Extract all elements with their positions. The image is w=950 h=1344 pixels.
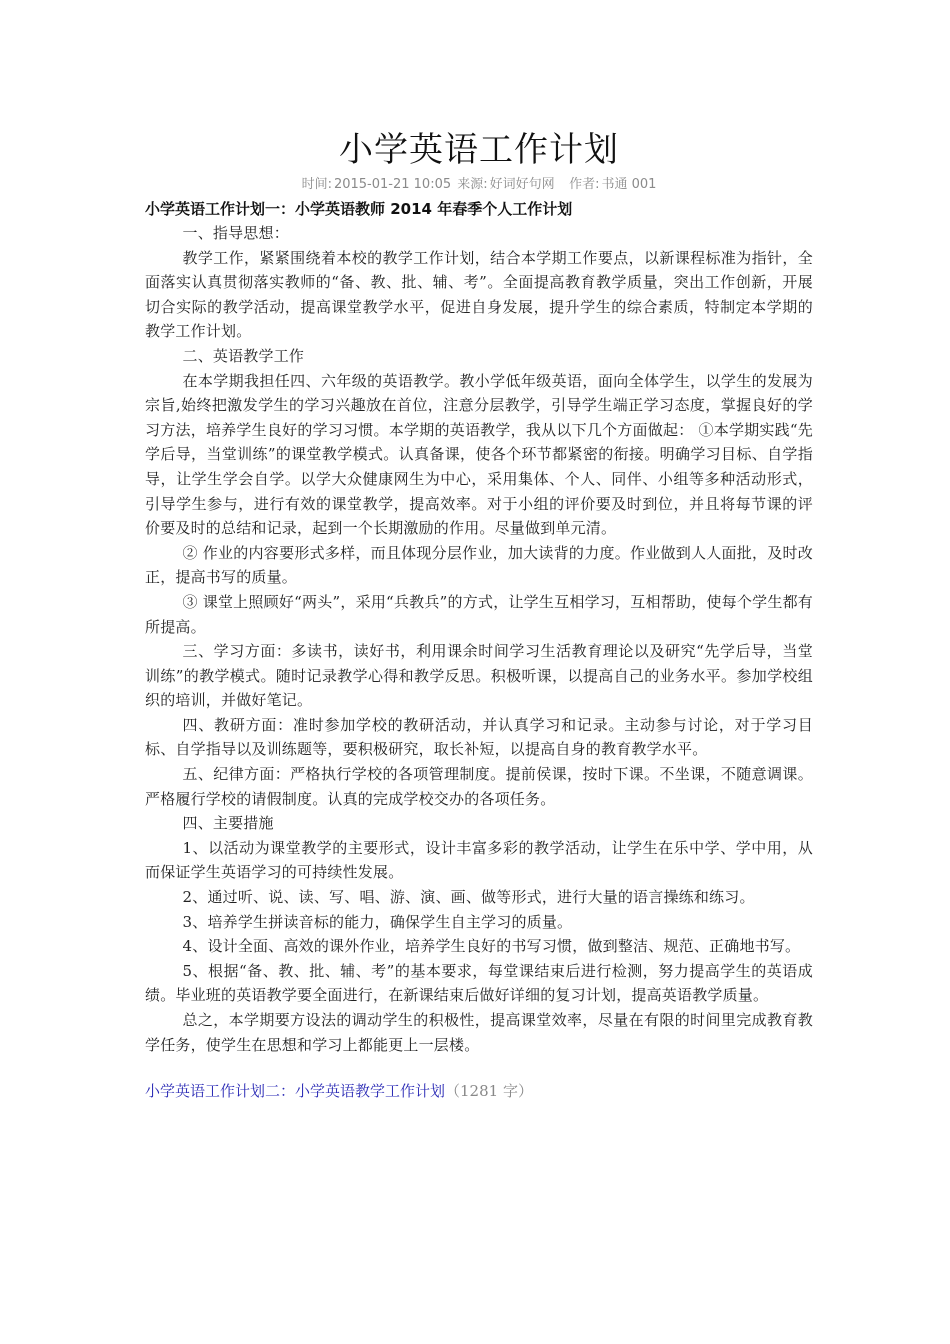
related-article-link[interactable]: 小学英语工作计划二：小学英语教学工作计划	[145, 1082, 446, 1101]
paragraph: 教学工作，紧紧围绕着本校的教学工作计划，结合本学期工作要点，以新课程标准为指针，全面落实认真贯彻落实教师的“备、教、批、辅、考”。全面提高教育教学质量，突出工作创新，开展切合实际的教学活动，提高课堂教学水平，促进自身发展，提升学生的综合素质，特制定本学期的教学工作计划。	[145, 248, 813, 341]
paragraph: 在本学期我担任四、六年级的英语教学。教小学低年级英语，面向全体学生，以学生的发展为宗旨,始终把激发学生的学习兴趣放在首位，注意分层教学，引导学生端正学习态度，掌握良好的学习方法，培养学生良好的学习习惯。本学期的英语教学，我从以下几个方面做起： ①本学期实践“先学后导，当堂训练”的课堂教学模式。认真备课，使各个环节都紧密的衔接。明确学习目标、自学指导，让学生学会自学。以学大众健康网生为中心，采用集体、个人、同伴、小组等多种活动形式，引导学生参与，进行有效的课堂教学，提高效率。对于小组的评价要及时到位，并且将每节课的评价要及时的总结和记录，起到一个长期激励的作用。尽量做到单元清。	[145, 371, 813, 538]
paragraph: ② 作业的内容要形式多样，而且体现分层作业，加大读背的力度。作业做到人人面批，及时改正，提高书写的质量。	[145, 543, 813, 587]
author-label: 作者:	[569, 177, 600, 192]
section-subtitle: 小学英语工作计划一：小学英语教师 2014 年春季个人工作计划	[145, 200, 573, 218]
paragraph: 三、学习方面：多读书，读好书，利用课余时间学习生活教育理论以及研究“先学后导，当堂训练”的教学模式。随时记录教学心得和教学反思。积极听课，以提高自己的业务水平。参加学校组织的培训，并做好笔记。	[145, 642, 813, 710]
document-meta	[145, 175, 813, 195]
document-page	[145, 125, 813, 1103]
source-value: 好词好句网	[489, 177, 555, 192]
paragraph: 4、设计全面、高效的课外作业，培养学生良好的书写习惯，做到整洁、规范、正确地书写。	[182, 937, 801, 956]
word-count: （1281 字）	[445, 1082, 533, 1101]
paragraph: 2、通过听、说、读、写、唱、游、演、画、做等形式，进行大量的语言操练和练习。	[182, 888, 755, 907]
paragraph: 四、主要措施	[182, 814, 274, 833]
paragraph: 五、纪律方面：严格执行学校的各项管理制度。提前侯课，按时下课。不坐课，不随意调课。严格履行学校的请假制度。认真的完成学校交办的各项任务。	[145, 765, 813, 808]
paragraph: 总之，本学期要方设法的调动学生的积极性，提高课堂效率，尽量在有限的时间里完成教育教学任务，使学生在思想和学习上都能更上一层楼。	[145, 1011, 813, 1054]
paragraph: 5、根据“备、教、批、辅、考”的基本要求，每堂课结束后进行检测，努力提高学生的英语成绩。毕业班的英语教学要全面进行，在新课结束后做好详细的复习计划，提高英语教学质量。	[145, 961, 813, 1005]
document-title: 小学英语工作计划	[339, 130, 619, 170]
paragraph: 3、培养学生拼读音标的能力，确保学生自主学习的质量。	[182, 912, 573, 931]
paragraph: ③ 课堂上照顾好“两头”，采用“兵教兵”的方式，让学生互相学习，互相帮助，使每个学生都有所提高。	[145, 592, 813, 636]
paragraph: 二、英语教学工作	[182, 346, 305, 365]
paragraph: 一、指导思想：	[182, 224, 289, 242]
paragraph: 1、以活动为课堂教学的主要形式，设计丰富多彩的教学活动，让学生在乐中学、学中用，从而保证学生英语学习的可持续性发展。	[145, 838, 813, 882]
source-label: 来源:	[457, 177, 488, 192]
time-value: 2015-01-21 10:05	[333, 177, 452, 192]
paragraph: 四、教研方面：准时参加学校的教研活动，并认真学习和记录。主动参与讨论，对于学习目标、自学指导以及训练题等，要积极研究，取长补短，以提高自身的教育教学水平。	[145, 715, 813, 759]
time-label: 时间:	[301, 177, 332, 192]
author-value: 书通 001	[601, 177, 657, 192]
related-article	[145, 1079, 813, 1103]
